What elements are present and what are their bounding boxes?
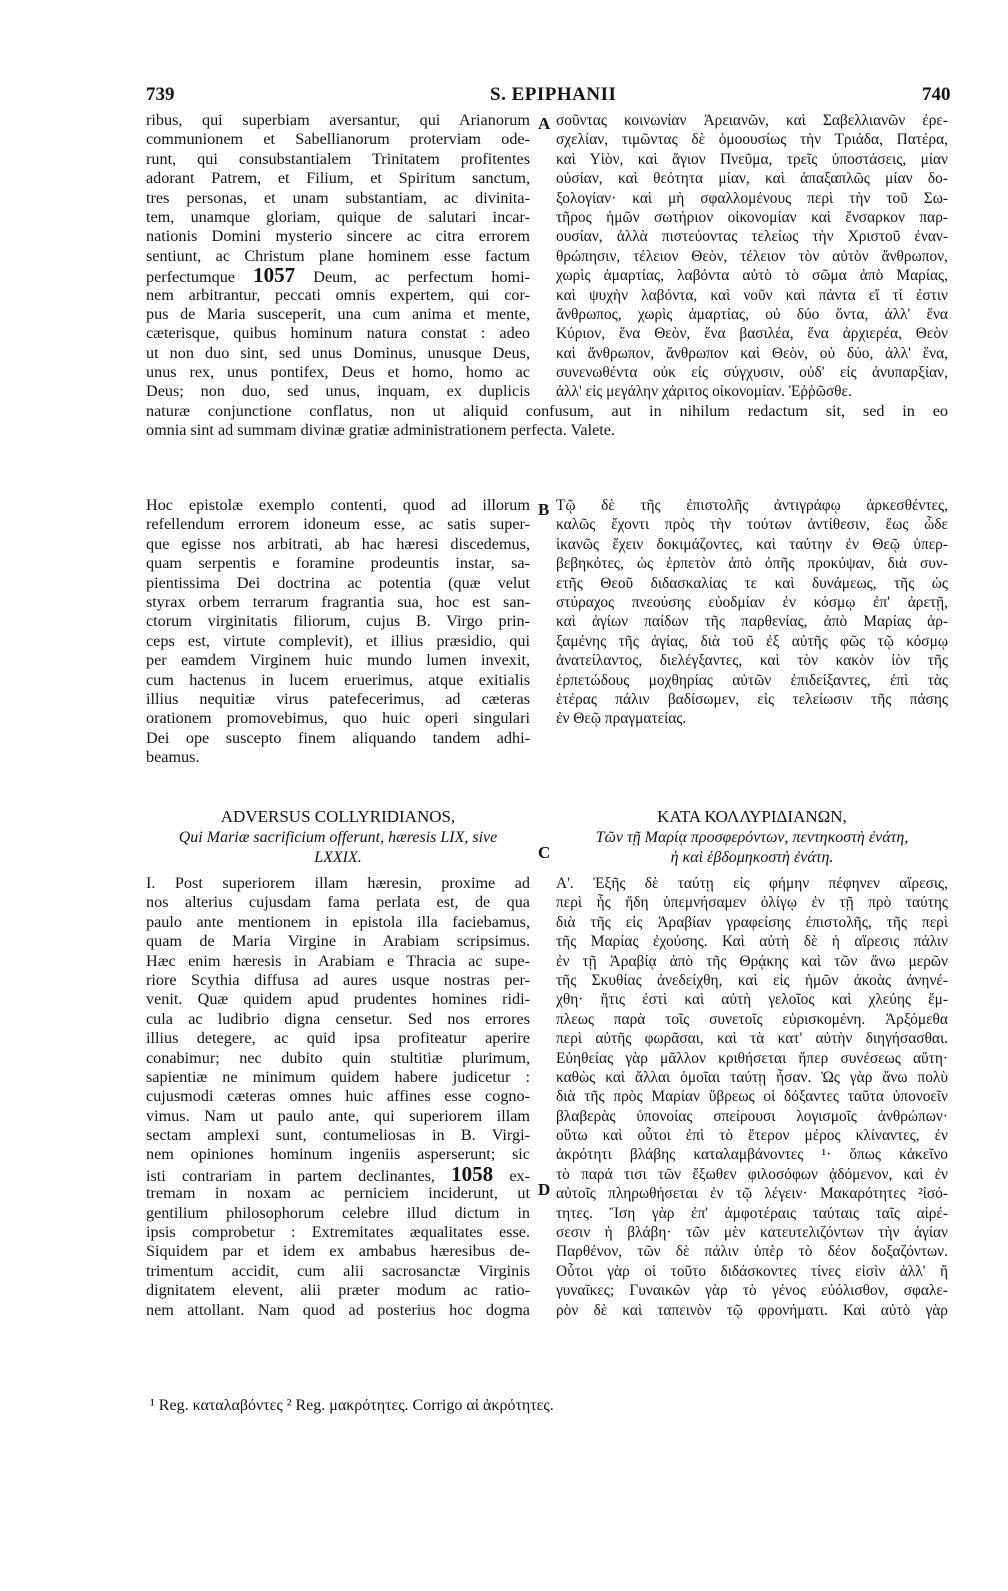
greek-line: ἐν Θεῷ πραγματείας.: [556, 710, 687, 728]
latin-line: riore Scythia diffusa ad aures usque nostras per-: [146, 970, 530, 989]
greek-line: στύραχος πνεούσης εὐοδμίαν ἐν κόσμῳ ἐπ' ἀρετῇ,: [556, 593, 948, 611]
latin-line: illius nequitiæ virus patefecerimus, ad cæteras: [146, 689, 530, 708]
footnotes: ¹ Reg. καταλαβόντες ² Reg. μακρότητες. Corrigo αἱ ἀκρότητες.: [150, 1397, 554, 1414]
latin-line: quam serpentis e foramine prodeuntis instar, sa-: [146, 554, 530, 573]
latin-line: sentiunt, ac Christum plane hominem esse factum: [146, 246, 530, 265]
greek-line: ἀνατείλαντος, διελέγξαντες, καὶ τὸν κακὸν ἰὸν τῆς: [556, 652, 948, 670]
latin-line: cujusmodi cæteras omnes huic affines esse cogno-: [146, 1087, 530, 1106]
greek-line: αὐτοῖς πληρωθήσεται ἐν τῷ λέγειν· Μακαρότητες ²ἰσό-: [556, 1185, 948, 1203]
latin-line: pientissima Dei doctrina ac potentia (quæ velut: [146, 573, 530, 592]
page-number-right: 740: [922, 84, 951, 105]
greek-line: διὰ τῆς πρὸς Μαρίαν ὕβρεως οἱ δόξαντες ταῦτα ὑπονοεῖν: [556, 1088, 948, 1106]
greek-line: ἑρπετώδους μοχθηρίας αὐτῶν ἐπιδείξαντες, ἐπὶ τὰς: [556, 671, 948, 689]
latin-line: cula ac ludibrio digna censetur. Sed nos errores: [146, 1009, 530, 1028]
latin-line: que egisse nos arbitrati, ab hac hæresi discedemus,: [146, 534, 530, 553]
latin-subheading-2: LXXIX.: [314, 849, 362, 866]
greek-line: ἑτέρας πάλιν βαδίσωμεν, εἰς τελείωσιν τῆς πάσης: [556, 690, 948, 708]
latin-line: trimentum accidit, cum alii sacrosanctæ Virginis: [146, 1261, 530, 1280]
latin-line: pus de Maria susceperit, una cum anima et mente,: [146, 304, 530, 323]
greek-line: σοῦντας κοινωνίαν Ἀρειανῶν, καὶ Σαβελλιανῶν ἐρε-: [556, 112, 948, 129]
latin-column-epistle-end: [146, 111, 530, 402]
greek-line: Εὐηθείας γὰρ μᾶλλον κριθήσεται ἤπερ συνέσεως αὕτη·: [556, 1049, 948, 1067]
greek-line: καὶ Υἱὸν, καὶ ἅγιον Πνεῦμα, τρεῖς ὑποστάσεις, μίαν: [556, 150, 948, 168]
latin-line: tremam in noxam ac perniciem inciderunt, ut: [146, 1184, 530, 1203]
latin-line: nem opiniones hominum ingeniis asperserunt; sic: [146, 1145, 530, 1164]
latin-line: Hoc epistolæ exemplo contenti, quod ad illorum: [146, 496, 530, 514]
greek-line: καθὼς καὶ ἄλλαι ὁμοῖαι ταύτῃ ἦσαν. Ὡς γὰρ ἄνω πολὺ: [556, 1068, 948, 1086]
latin-line: ribus, qui superbiam aversantur, qui Arianorum: [146, 111, 530, 129]
greek-line: σεσιν ἡ βλάβη· τῶν μὲν κατευτελιζόντων τὴν ἁγίαν: [556, 1224, 948, 1242]
greek-line: γυναῖκες; Γυναικῶν γὰρ τὸ γένος εὐόλισθον, σφαλε-: [556, 1282, 948, 1300]
latin-line: conabimur; nec dubito quin stultitiæ plurimum,: [146, 1048, 530, 1067]
greek-heading: ΚΑΤΑ ΚΟΛΛΥΡΙΔΙΑΝΩΝ,: [657, 807, 847, 826]
latin-line: nationis Domini mysterio sincere ac citra errorem: [146, 227, 530, 246]
greek-line: ἀκρότητι βλάβης καταλαμβάνοντες ¹· ὅπως κἀκεῖνο: [556, 1146, 948, 1164]
greek-line: περὶ ἧς ἤδη ὑπεμνήσαμεν ὀλίγῳ ἐν τῇ πρὸ ταύτης: [556, 894, 948, 912]
greek-line: τητες. Ἴση γὰρ ἐπ' ἀμφοτέραις ταύταις ταῖς αἱρέ-: [556, 1204, 948, 1222]
latin-heading: ADVERSUS COLLYRIDIANOS,: [220, 807, 456, 826]
latin-line: Siquidem par et idem ex ambabus hæresibus de-: [146, 1242, 530, 1261]
latin-line: dignitatem elevent, alii præter modum ac ratio-: [146, 1281, 530, 1300]
latin-line: perfectumque 1057 Deum, ac perfectum homi-: [146, 266, 530, 285]
greek-line: τῆρος ἡμῶν σωτήριον οἰκονομίαν καὶ ἔνσαρκον παρ-: [556, 208, 948, 226]
latin-line: adorant Patrem, et Filium, et Spiritum sanctum,: [146, 169, 530, 188]
greek-line: ετῆς Θεοῦ διδασκαλίας τε καὶ δυνάμεως, τῆς ὡς: [556, 574, 948, 592]
latin-line: Hæc enim hæresis in Arabiam e Thracia ac supe-: [146, 951, 530, 970]
greek-line: περὶ αὐτῆς φωρᾶσαι, καὶ τὰ κατ' αὐτὴν διηγήσασθαι.: [556, 1030, 948, 1048]
greek-line: Παρθένον, τῶν δὲ πάλιν ὑπὲρ τὸ δέον δοξαζόντων.: [556, 1243, 948, 1261]
greek-line: πλεως παρὰ τοῖς συνετοῖς εὑρισκομένη. Ἀρξόμεθα: [556, 1010, 948, 1028]
greek-column-epistle-end: [556, 111, 948, 402]
greek-line: τῆς Σκυθίας ἀνεδείχθη, καὶ εἰς ἡμῶν ἀκοὰς ἀνηνέ-: [556, 971, 948, 989]
greek-subheading: Τῶν τῇ Μαρίᾳ προσφερόντων, πεντηκοστὴ ἐνάτη,: [595, 829, 909, 846]
greek-line: καὶ ἁγίων παίδων τῆς παρθενίας, ἀπὸ Μαρίας ἀρ-: [556, 613, 948, 631]
latin-column-transition: [146, 496, 530, 767]
latin-line: nos alterius cujusdam fama perlata est, de qua: [146, 893, 530, 912]
page-number-left: 739: [146, 84, 175, 105]
latin-line: I. Post superiorem illam hæresin, proxime ad: [146, 874, 530, 892]
greek-line: καὶ ἄνθρωπον, ἄνθρωπον καὶ Θεὸν, οὐ δύο, ἀλλ' ἕνα,: [556, 344, 948, 362]
greek-line: διὰ τῆς εἰς Ἀραβίαν γραφείσης ἐπιστολῆς, τῆς περὶ: [556, 913, 948, 931]
latin-subheading: Qui Mariæ sacrificium offerunt, hæresis LIX, sive: [178, 829, 498, 846]
greek-column-transition: [556, 496, 948, 729]
latin-line: venit. Quæ quidem apud prudentes homines ridi-: [146, 990, 530, 1009]
latin-line: tem, unamque gloriam, quique de salutari incar-: [146, 207, 530, 226]
latin-column-collyridians: [146, 874, 530, 1320]
latin-line: cæterisque, quibus hominum natura constat : adeo: [146, 324, 530, 343]
latin-line: ut non duo sint, sed unus Dominus, unusque Deus,: [146, 343, 530, 362]
latin-line: ceps est, virtute complevit), et illius præsidio, qui: [146, 631, 530, 650]
full-width-closing: [146, 402, 948, 441]
latin-line: per eamdem Virginem huic mundo lumen invexit,: [146, 651, 530, 670]
latin-line: Deus; non duo, sed unus, inquam, ex duplicis: [146, 382, 530, 401]
column-number-marker: 1057: [253, 266, 296, 286]
greek-line: Κύριον, ἕνα Θεὸν, ἕνα βασιλέα, ἕνα ἀρχιερέα, Θεὸν: [556, 325, 948, 343]
latin-line: runt, qui consubstantialem Trinitatem profitentes: [146, 149, 530, 168]
greek-line: ἄνθρωπος, χωρὶς ἁμαρτίας, οὐ δύο ὄντα, ἀλλ' ἕνα: [556, 305, 948, 323]
greek-line: χωρὶς ἁμαρτίας, λαβόντα αὐτὸ τὸ σῶμα ἀπὸ Μαρίας,: [556, 267, 948, 285]
latin-line: ipsis comprobetur : Extremitates æqualitates esse.: [146, 1223, 530, 1242]
greek-line: Α'. Ἐξῆς δὲ ταύτῃ εἰς φήμην πέφηνεν αἵρεσις,: [556, 875, 948, 892]
greek-subheading-2: ἡ καὶ ἑβδομηκοστὴ ἐνάτη.: [670, 849, 834, 866]
latin-line: Dei ope suscepto finem aliquando tandem adhi-: [146, 728, 530, 747]
greek-line: καλῶς ἔχοντι πρὸς τὴν τούτων ἀντίθεσιν, ἕως ὧδε: [556, 516, 948, 534]
full-line: omnia sint ad summam divinæ gratiæ administrationem perfecta. Valete.: [146, 421, 616, 440]
latin-line: refellendum errorem idoneum esse, ac satis super-: [146, 515, 530, 534]
greek-line: χθη· ἥτις ἐστὶ καὶ αὐτὴ γελοῖος καὶ χλεύης ἔμ-: [556, 991, 948, 1009]
latin-line: sectam amplexi sunt, contumeliosas in B. Virgi-: [146, 1126, 530, 1145]
greek-line: τῆς Μαρίας ἐχούσης. Καὶ αὐτὴ δὲ ἡ αἵρεσις πάλιν: [556, 933, 948, 951]
latin-line: quam de Maria Virgine in Arabiam scripsimus.: [146, 932, 530, 951]
greek-line: Οὗτοι γὰρ οἱ τοῦτο διδάσκοντες τίνες εἰσὶν ἀλλ' ἤ: [556, 1262, 948, 1280]
latin-line: unus rex, unus pontifex, Deus et homo, homo ac: [146, 363, 530, 382]
column-number-marker: 1058: [451, 1164, 494, 1185]
running-title: S. EPIPHANII: [490, 84, 617, 105]
margin-letter-b: B: [538, 500, 550, 519]
greek-line: ἀλλ' εἰς μεγάλην χάριτος οἰκονομίαν. Ἐῤῥῶσθε.: [556, 383, 852, 401]
greek-line: θρώπησιν, τέλειον Θεὸν, τέλειον τὸν αὐτὸν ἄνθρωπον,: [556, 247, 948, 265]
latin-line: communionem et Sabellianorum proterviam ode-: [146, 130, 530, 149]
full-line: naturæ conjunctione conflatus, non ut aliquid confusum, aut in nihilum redactum sit, sed in eo: [146, 402, 948, 420]
latin-line: orationem promovebimus, quo huic operi singulari: [146, 709, 530, 728]
margin-letter-a: A: [538, 114, 551, 133]
greek-line: ἱκανῶς ἔχειν δοκιμάζοντες, καὶ ταύτην ἐν Θεῷ ὑπερ-: [556, 535, 948, 553]
greek-line: συνενωθέντα οὐκ εἰς σύγχυσιν, οὐδ' εἰς ἀνυπαρξίαν,: [556, 364, 948, 382]
latin-line: isti contrariam in partem declinantes, 1058 ex-: [146, 1165, 530, 1184]
greek-line: ἐν τῇ Ἀραβίᾳ ἀπὸ τῆς Θρᾴκης καὶ τῶν ἄνω μερῶν: [556, 952, 948, 970]
latin-line: sapientiæ ne minimum quidem habere judicetur :: [146, 1067, 530, 1086]
margin-letter-d: D: [538, 1180, 551, 1199]
greek-line: καὶ ψυχὴν λαβόντα, καὶ νοῦν καὶ πάντα εἴ τί ἐστιν: [556, 286, 948, 304]
greek-line: ρὸν δὲ καὶ ταπεινὸν τῷ φρονήματι. Καὶ αὐτὸ γὰρ: [556, 1301, 948, 1319]
greek-line: οὕτω καὶ οὗτοι ἐπὶ τὸ ἕτερον μέρος κλίναντες, ἐν: [556, 1127, 948, 1145]
greek-line: ξαμένης τῆς ἁγίας, διὰ τοῦ ἐξ αὐτῆς φῶς τῷ κόσμῳ: [556, 632, 948, 650]
latin-line: cum hactenus in lucem eruerimus, atque exitialis: [146, 670, 530, 689]
greek-column-collyridians: [556, 874, 948, 1320]
latin-line: vimus. Nam ut paulo ante, qui superiorem illam: [146, 1106, 530, 1125]
latin-line: ctorum virginitatis filiorum, cujus B. Virgo prin-: [146, 612, 530, 631]
greek-line: βεβηκότες, ὡς ἑρπετὸν ἀπὸ ὀπῆς προκύψαν, διὰ συν-: [556, 555, 948, 573]
latin-line: nem attollant. Nam quod ad posterius hoc dogma: [146, 1300, 530, 1319]
latin-line: gentilium philosophorum celebre illud dictum in: [146, 1203, 530, 1222]
latin-line: nem arbitrantur, peccati omnis expertem, qui cor-: [146, 285, 530, 304]
margin-letter-c: C: [538, 843, 551, 862]
latin-line: beamus.: [146, 748, 200, 767]
latin-line: tres personas, et unam substantiam, ac divinita-: [146, 188, 530, 207]
greek-line: σχελίαν, τιμῶντας δὲ ὁμοουσίως τὴν Τριάδα, Πατέρα,: [556, 131, 948, 149]
greek-line: ουσίαν, ἀλλὰ πιστεύοντας τελείως τὴν Χριστοῦ ἐναν-: [556, 228, 948, 246]
latin-line: paulo ante mentionem in epistola illa faciebamus,: [146, 912, 530, 931]
greek-line: ξολογίαν· καὶ μὴ σφαλλομένους περὶ τὴν τοῦ Σω-: [556, 189, 948, 207]
greek-line: βλαβερὰς ὑπονοίας σπείρουσι λογισμοῖς ἀνθρώπων·: [556, 1107, 948, 1125]
latin-line: styrax orbem terrarum fragrantia sua, hoc est san-: [146, 592, 530, 611]
greek-line: οὐσίαν, καὶ θεότητα μίαν, καὶ ἀπαξαπλῶς μίαν δο-: [556, 170, 948, 188]
greek-line: τὸ παρά τισι τῶν ἔξωθεν φιλοσόφων ᾀδόμενον, καὶ ἐν: [556, 1165, 948, 1183]
latin-line: illius detegere, ac quid ipsa profiteatur aperire: [146, 1029, 530, 1048]
greek-line: Τῷ δὲ τῆς ἐπιστολῆς ἀντιγράφῳ ἀρκεσθέντες,: [556, 497, 948, 514]
